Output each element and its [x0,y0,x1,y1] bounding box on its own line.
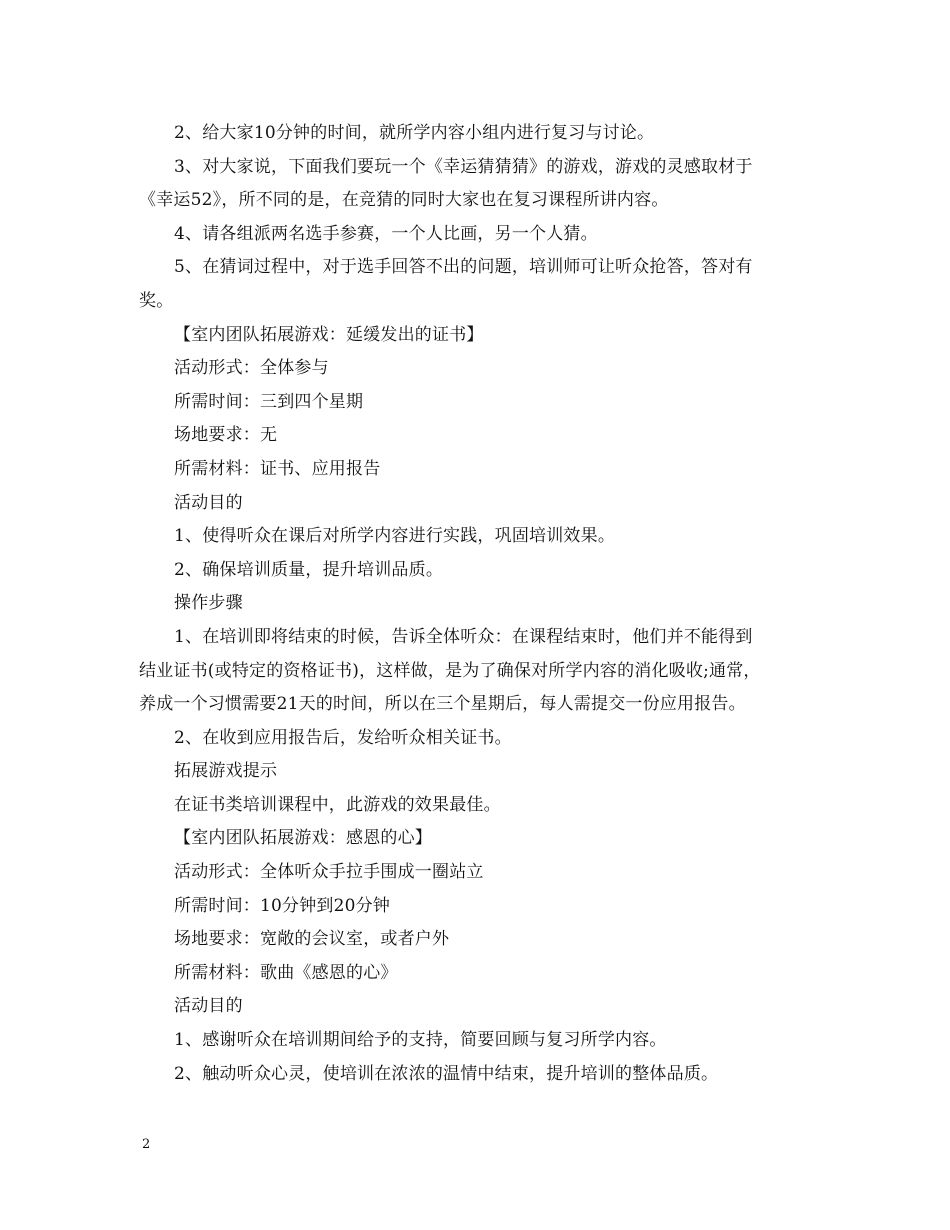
text-line: 所需材料：证书、应用报告 [174,458,381,479]
text-line: 2、给大家10分钟的时间，就所学内容小组内进行复习与讨论。 [174,123,655,143]
text-line: 4、请各组派两名选手参赛，一个人比画，另一个人猜。 [174,223,598,244]
document-body [139,117,819,1091]
text-line: 【室内团队拓展游戏：延缓发出的证书】 [174,324,484,345]
text-line: 场地要求：无 [174,425,278,446]
text-line: 操作步骤 [174,593,243,614]
text-line: 所需时间：三到四个星期 [174,391,364,412]
text-line: 在证书类培训课程中，此游戏的效果最佳。 [174,794,501,815]
page-number: 2 [142,1137,151,1152]
text-line: 1、在培训即将结束的时候，告诉全体听众：在课程结束时，他们并不能得到 [174,626,753,647]
text-line: 1、使得听众在课后对所学内容进行实践，巩固培训效果。 [174,526,616,547]
text-line: 3、对大家说，下面我们要玩一个《幸运猜猜猜》的游戏，游戏的灵感取材于 [174,156,753,177]
text-line: 活动目的 [174,996,243,1017]
text-line: 【室内团队拓展游戏：感恩的心】 [174,828,432,849]
text-line: 结业证书(或特定的资格证书)，这样做，是为了确保对所学内容的消化吸收;通常， [139,660,761,681]
text-line: 养成一个习惯需要21天的时间，所以在三个星期后，每人需提交一份应用报告。 [139,694,746,715]
text-line: 所需时间：10分钟到20分钟 [174,895,391,916]
text-line: 所需材料：歌曲《感恩的心》 [174,962,398,983]
text-line: 活动形式：全体参与 [174,358,329,379]
text-line: 5、在猜词过程中，对于选手回答不出的问题，培训师可让听众抢答，答对有 [174,257,753,278]
text-line: 活动形式：全体听众手拉手围成一圈站立 [174,862,484,883]
text-line: 奖。 [139,290,174,311]
text-line: 2、在收到应用报告后，发给听众相关证书。 [174,727,512,748]
text-line: 2、触动听众心灵，使培训在浓浓的温情中结束，提升培训的整体品质。 [174,1063,719,1084]
text-line: 2、确保培训质量，提升培训品质。 [174,559,444,580]
text-line: 拓展游戏提示 [174,761,278,782]
text-line: 《幸运52》，所不同的是，在竞猜的同时大家也在复习课程所讲内容。 [139,190,669,211]
text-line: 1、感谢听众在培训期间给予的支持，简要回顾与复习所学内容。 [174,1030,667,1051]
text-line: 活动目的 [174,492,243,513]
text-line: 场地要求：宽敞的会议室，或者户外 [174,929,450,950]
